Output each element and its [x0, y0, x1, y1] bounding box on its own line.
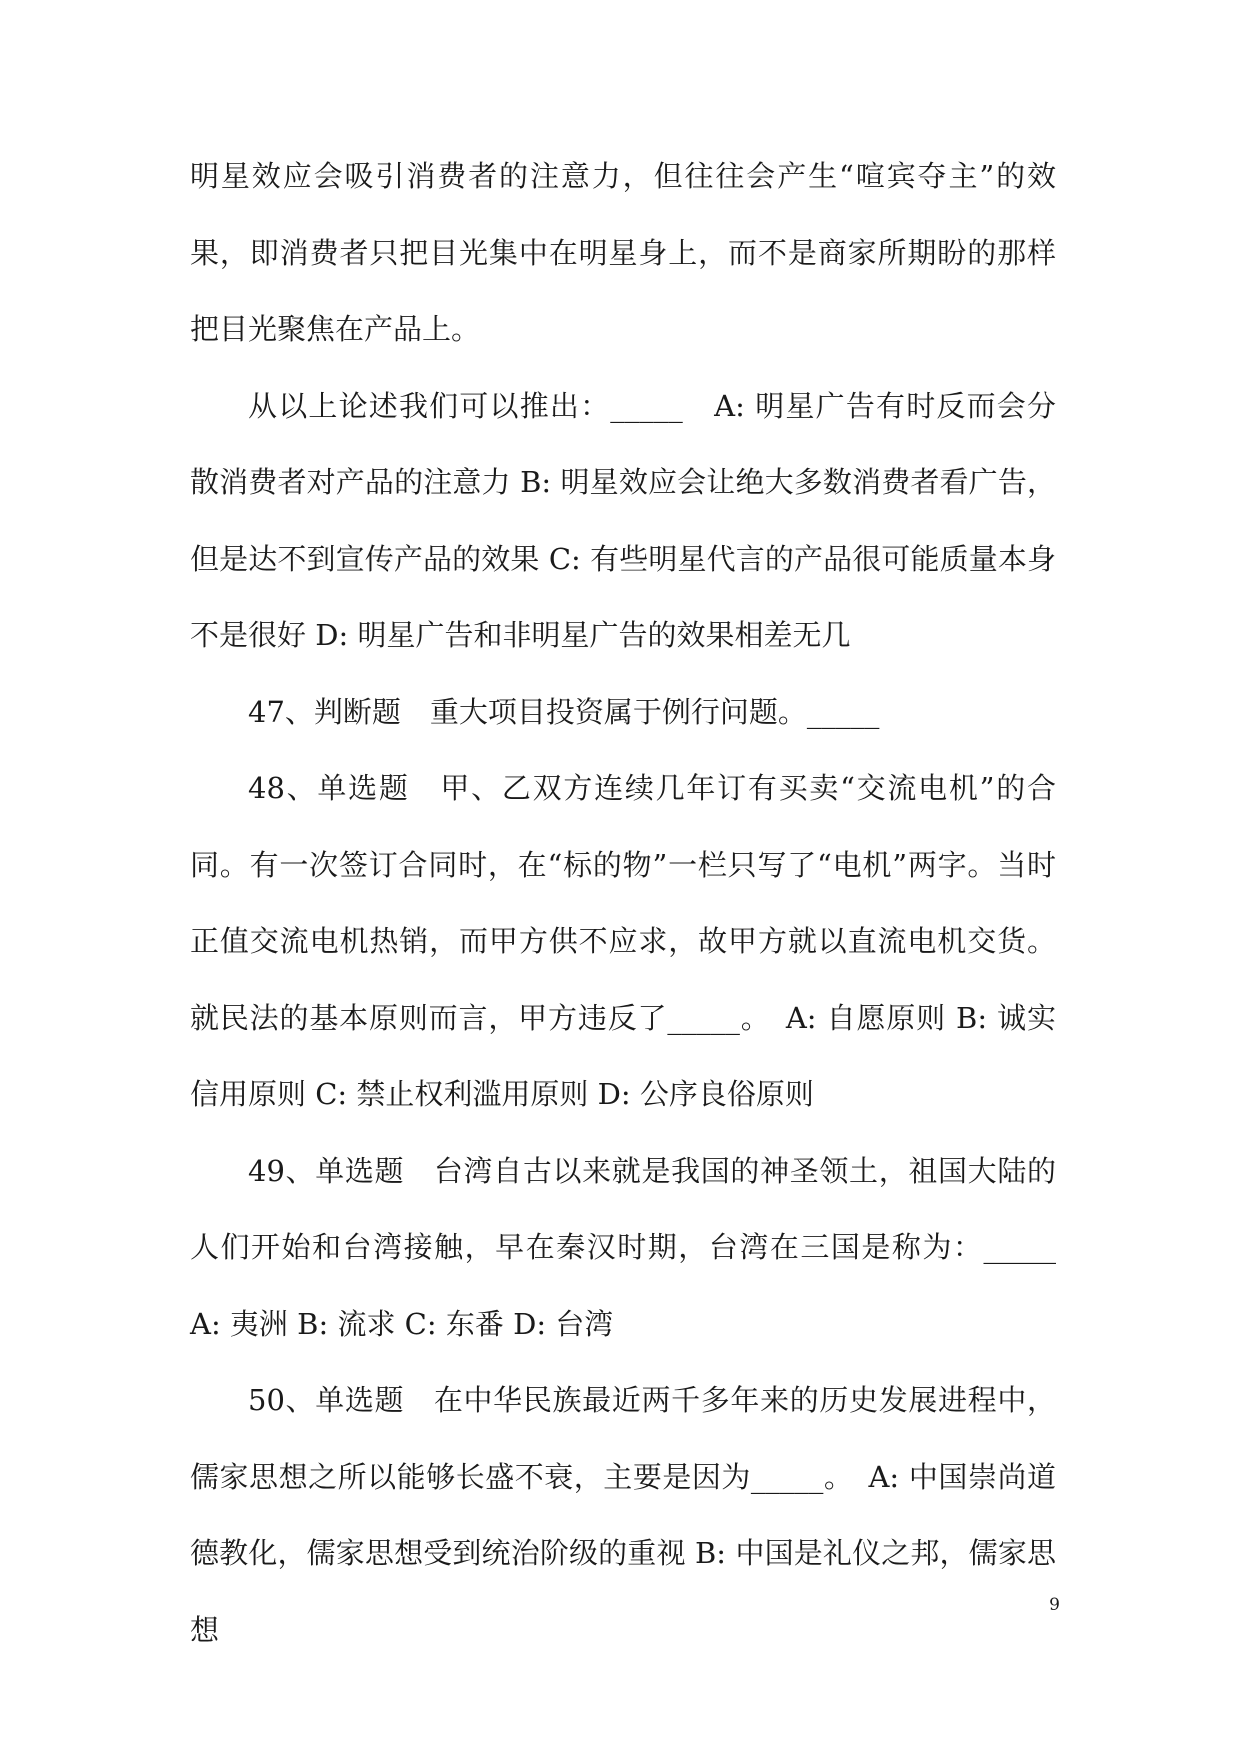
paragraph-question-47: 47、判断题 重大项目投资属于例行问题。_____ — [248, 694, 880, 729]
paragraph-continuation: 明星效应会吸引消费者的注意力，但往往会产生“喧宾夺主”的效果，即消费者只把目光集中在明星身上，而不是商家所期盼的那样把目光聚焦在产品上。 — [190, 159, 1056, 346]
paragraph-question-50: 50、单选题 在中华民族最近两千多年来的历史发展进程中，儒家思想之所以能够长盛不衰，主要是因为_____。 A: 中国崇尚道德教化，儒家思想受到统治阶级的重视 B: 中国是礼仪之邦，儒家思想 — [190, 1383, 1056, 1647]
paragraph-question-46-options: 从以上论述我们可以推出：_____ A: 明星广告有时反而会分散消费者对产品的注意力 B: 明星效应会让绝大多数消费者看广告，但是达不到宣传产品的效果 C: 有些明星代言的产品很可能质量本身不是很好 D: 明星广告和非明星广告的效果相差无几 — [190, 388, 1056, 652]
paragraph-question-49: 49、单选题 台湾自古以来就是我国的神圣领土，祖国大陆的人们开始和台湾接触，早在秦汉时期，台湾在三国是称为：_____ A: 夷洲 B: 流求 C: 东番 D: 台湾 — [190, 1153, 1086, 1341]
paragraph-question-48: 48、单选题 甲、乙双方连续几年订有买卖“交流电机”的合同。有一次签订合同时，在“标的物”一栏只写了“电机”两字。当时正值交流电机热销，而甲方供不应求，故甲方就以直流电机交货。就民法的基本原则而言，甲方违反了_____。 A: 自愿原则 B: 诚实信用原则 C: 禁止权利滥用原则 D: 公序良俗原则 — [190, 771, 1056, 1111]
page-body — [190, 138, 1086, 1668]
page-number: 9 — [1049, 1595, 1060, 1615]
